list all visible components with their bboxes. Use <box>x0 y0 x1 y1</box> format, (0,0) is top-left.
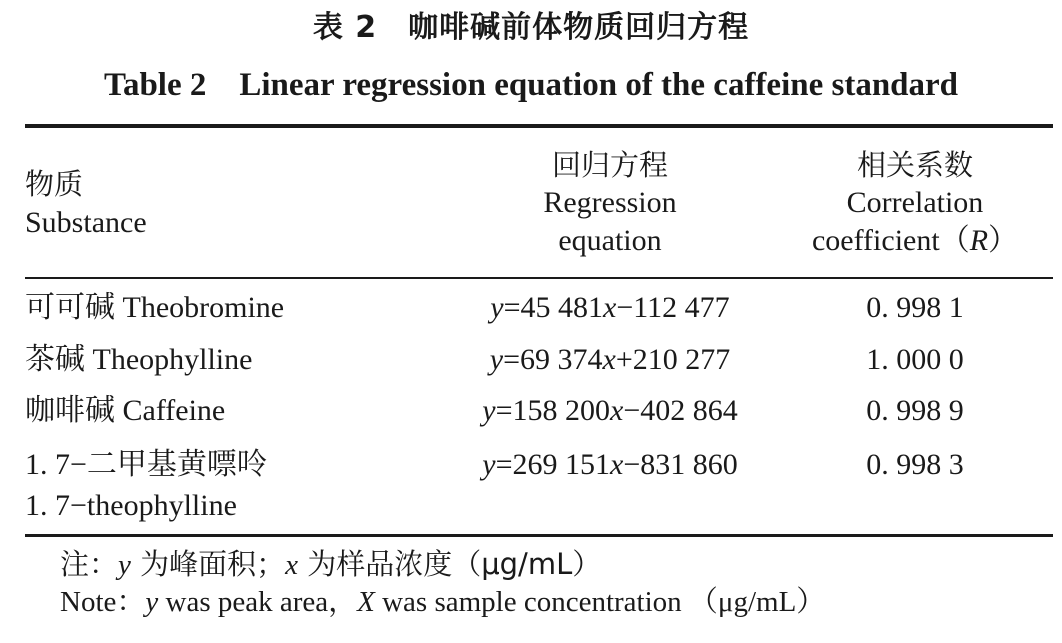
table-title-english: Table 2 Linear regression equation of the caffeine standard <box>103 67 959 103</box>
header-correlation-en-2-text: coefficient <box>811 224 940 257</box>
note-en-end: was sample concentration （μg/mL） <box>374 586 826 618</box>
note-cn-mid: 为峰面积； <box>130 547 286 581</box>
row-2-slope: 69 374 <box>520 343 603 376</box>
note-cn-end: 为样品浓度（μg/mL） <box>297 547 602 581</box>
top-rule <box>25 124 1053 128</box>
header-correlation-cn: 相关系数 <box>856 148 973 182</box>
row-1-intercept: −112 477 <box>616 291 730 324</box>
note-cn-prefix: 注： <box>60 547 119 581</box>
row-3-intercept: −402 864 <box>623 394 738 427</box>
header-substance-en: Substance <box>25 206 147 239</box>
row-4-slope: 269 151 <box>512 448 610 481</box>
row-4-substance-en: 1. 7−theophylline <box>25 489 237 522</box>
note-cn-y: y <box>118 549 131 581</box>
note-cn-x: x <box>285 549 298 581</box>
note-chinese <box>60 546 601 583</box>
row-1-slope: 45 481 <box>520 291 604 324</box>
row-4-equation: y=269 151x−831 860 <box>482 448 738 481</box>
row-2-correlation: 1. 000 0 <box>866 343 964 376</box>
bottom-rule <box>25 534 1053 537</box>
note-en-x: X <box>357 586 375 618</box>
note-en-mid: was peak area， <box>158 586 358 618</box>
row-1-correlation: 0. 998 1 <box>866 291 964 324</box>
row-1-equation: y=45 481x−112 477 <box>490 291 730 324</box>
row-3-substance: 咖啡碱 Caffeine <box>25 394 226 427</box>
header-equation-en-2: equation <box>558 224 662 257</box>
row-3-correlation: 0. 998 9 <box>866 394 964 427</box>
mid-rule <box>25 277 1053 279</box>
header-correlation <box>800 146 1030 260</box>
header-substance-cn: 物质 <box>25 167 84 201</box>
table-title-chinese: 表 2 咖啡碱前体物质回归方程 <box>312 10 750 45</box>
row-4-intercept: −831 860 <box>623 448 738 481</box>
note-english <box>60 584 825 620</box>
header-equation-cn: 回归方程 <box>551 148 668 182</box>
row-2-intercept: +210 277 <box>615 343 731 376</box>
row-2-substance: 茶碱 Theophylline <box>25 343 253 376</box>
header-correlation-en-1: Correlation <box>846 186 984 219</box>
header-equation <box>470 146 750 260</box>
row-4-correlation: 0. 998 3 <box>866 448 964 481</box>
note-en-y: y <box>145 586 159 618</box>
row-1-substance: 可可碱 Theobromine <box>25 291 285 324</box>
note-en-prefix: Note： <box>60 586 146 618</box>
row-3-slope: 158 200 <box>512 394 610 427</box>
row-4-substance: 1. 7−二甲基黄嘌呤 <box>25 448 267 481</box>
row-2-equation: y=69 374x+210 277 <box>489 343 731 376</box>
header-correlation-en-2: coefficient（R） <box>811 224 1019 257</box>
header-equation-en-1: Regression <box>543 186 677 219</box>
row-3-equation: y=158 200x−402 864 <box>482 394 738 427</box>
header-correlation-symbol: R <box>969 224 989 257</box>
